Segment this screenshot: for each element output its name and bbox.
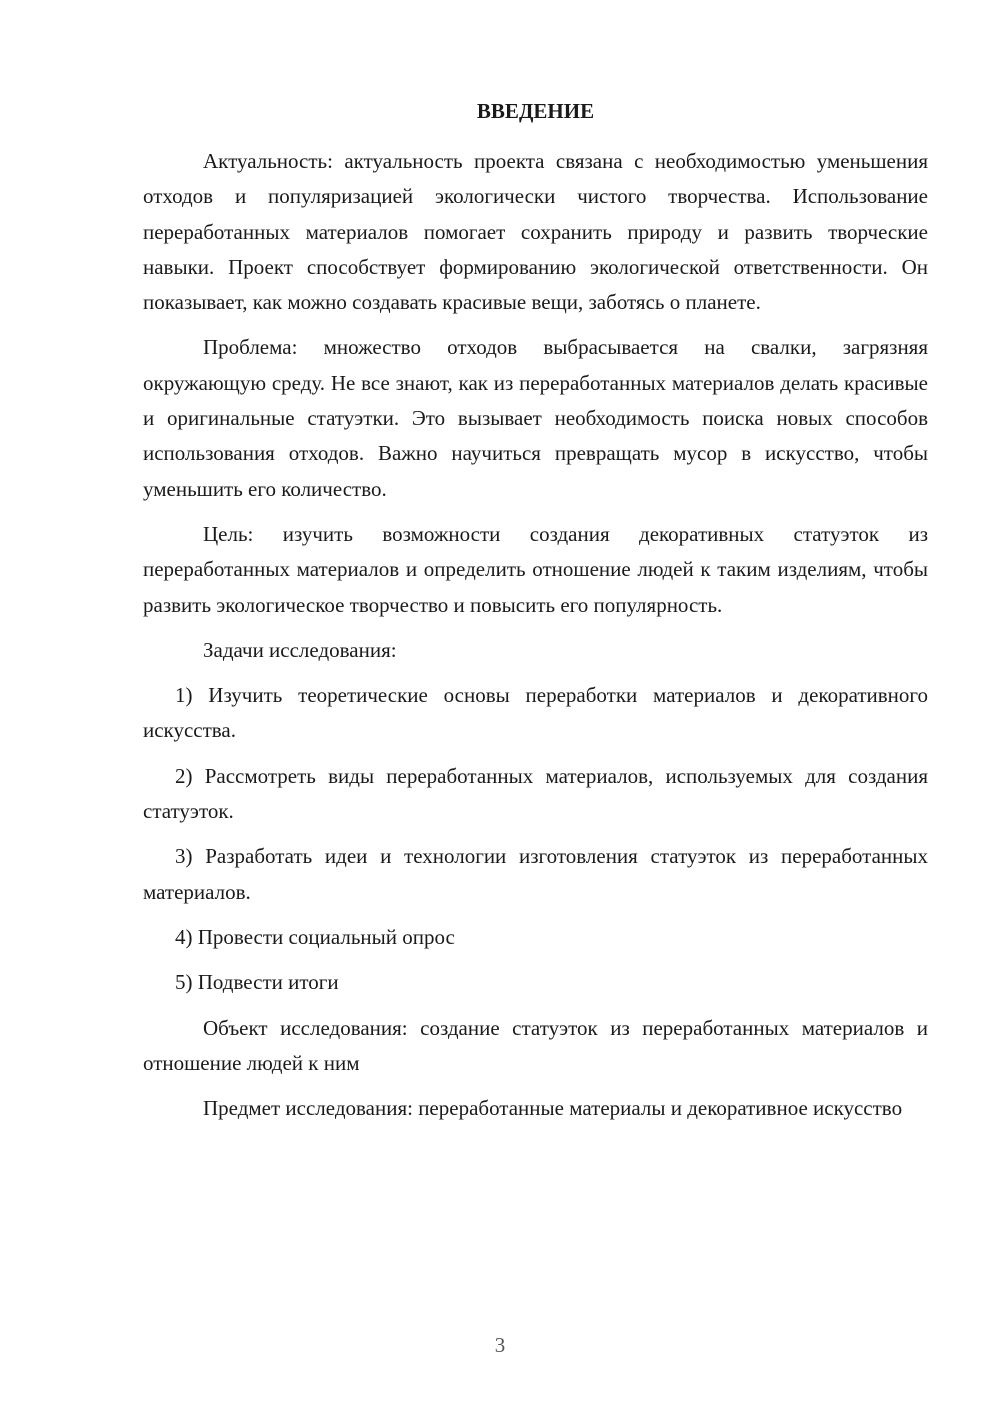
task-item-2: 2) Рассмотреть виды переработанных материалов, используемых для создания статуэток. xyxy=(143,763,928,824)
problem-paragraph: Проблема: множество отходов выбрасывается на свалки, загрязняя окружающую среду. Не все знают, как из переработанных материалов делать красивые и оригинальные статуэтки. Это вызывает необходимость поиска новых способов использования отходов. Важно научиться превращать мусор в искусство, чтобы уменьшить его количество. xyxy=(143,335,928,501)
task-item-3: 3) Разработать идеи и технологии изготовления статуэток из переработанных материалов. xyxy=(143,844,928,904)
object-paragraph: Объект исследования: создание статуэток из переработанных материалов и отношение людей к ним xyxy=(143,1015,928,1075)
subject-paragraph: Предмет исследования: переработанные материалы и декоративное искусство xyxy=(203,1096,903,1121)
task-item-1: 1) Изучить теоретические основы переработки материалов и декоративного искусства. xyxy=(143,683,928,743)
task-item-5: 5) Подвести итоги xyxy=(175,970,339,995)
task-item-4: 4) Провести социальный опрос xyxy=(175,924,455,949)
goal-paragraph: Цель: изучить возможности создания декоративных статуэток из переработанных материалов и определить отношение людей к таким изделиям, чтобы развить экологическое творчество и повысить его популярность. xyxy=(143,521,928,617)
document-page xyxy=(143,96,928,1126)
section-title: ВВЕДЕНИЕ xyxy=(476,99,595,123)
tasks-heading: Задачи исследования: xyxy=(203,637,397,662)
page-number: 3 xyxy=(494,1333,506,1357)
relevance-paragraph: Актуальность: актуальность проекта связана с необходимостью уменьшения отходов и популяризацией экологически чистого творчества. Использование переработанных материалов помогает сохранить природу и развить творческие навыки. Проект способствует формированию экологической ответственности. Он показывает, как можно создавать красивые вещи, заботясь о планете. xyxy=(143,149,928,315)
